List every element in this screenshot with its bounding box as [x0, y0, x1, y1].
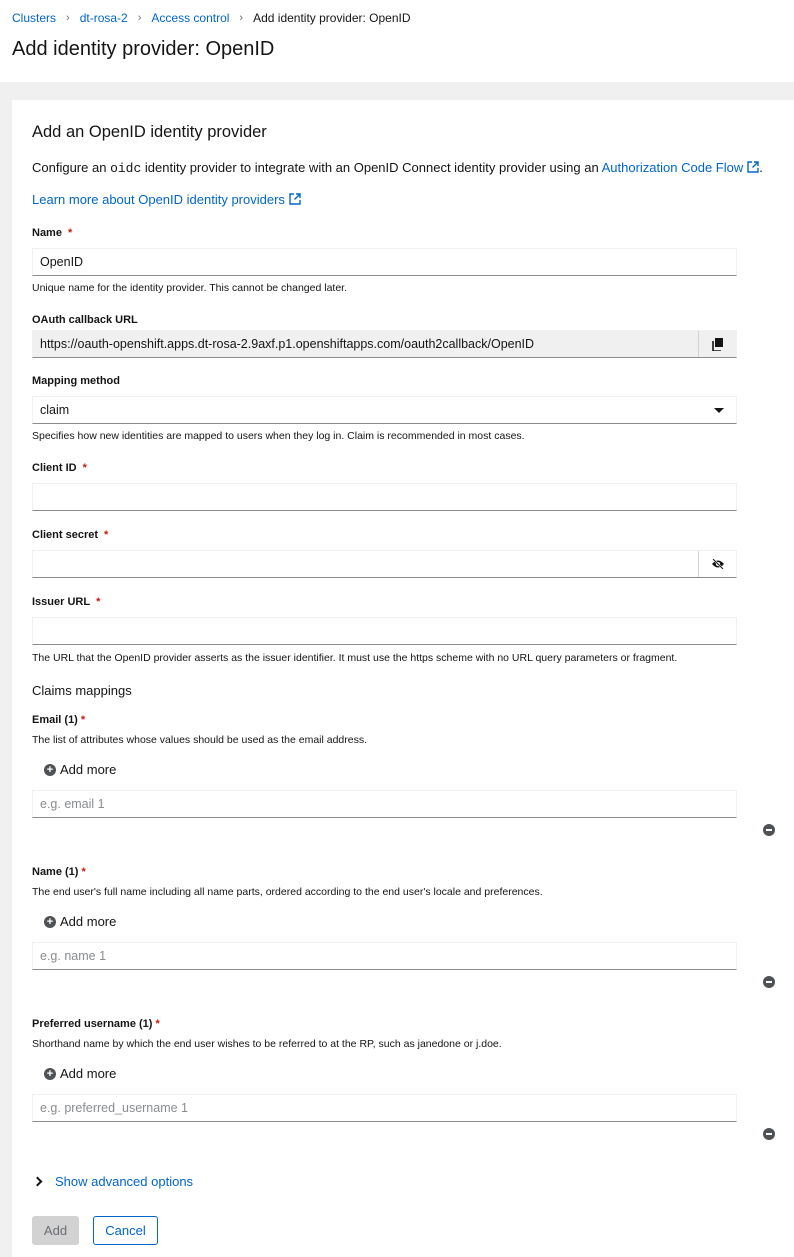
plus-circle-icon: + [44, 1068, 56, 1080]
external-link-icon [747, 161, 759, 173]
mapping-method-select[interactable]: claim [32, 396, 737, 424]
show-advanced-toggle[interactable]: Show advanced options [32, 1174, 193, 1189]
claims-mappings-title: Claims mappings [32, 683, 132, 698]
name-claim-input[interactable]: e.g. name 1 [32, 942, 737, 970]
username-add-more-button[interactable]: + Add more [44, 1066, 116, 1081]
email-add-more-button[interactable]: + Add more [44, 762, 116, 777]
username-claim-help: Shorthand name by which the end user wishes to be referred to at the RP, such as janedone or j.doe. [32, 1038, 502, 1050]
auth-code-flow-label: Authorization Code Flow [601, 160, 744, 175]
copy-button[interactable] [698, 331, 736, 357]
name-add-more-button[interactable]: + Add more [44, 914, 116, 929]
intro-end: . [759, 160, 763, 175]
breadcrumb-current: Add identity provider: OpenID [253, 11, 411, 25]
issuer-help: The URL that the OpenID provider asserts as the issuer identifier. It must use the https scheme with no URL query parameters or fragment. [32, 652, 678, 664]
intro-text [32, 159, 763, 178]
add-button[interactable]: Add [32, 1216, 79, 1245]
plus-circle-icon: + [44, 764, 56, 776]
breadcrumb [12, 11, 411, 25]
learn-more-link[interactable] [32, 192, 301, 207]
callback-label: OAuth callback URL [32, 314, 138, 326]
intro-pre: Configure an [32, 160, 111, 175]
plus-circle-icon: + [44, 916, 56, 928]
page-header [0, 0, 794, 82]
external-link-icon [289, 193, 301, 205]
oidc-code: oidc [110, 161, 142, 176]
email-claim-label: Email (1) * [32, 714, 86, 726]
toggle-visibility-button[interactable] [698, 551, 736, 577]
auth-code-flow-link[interactable] [602, 160, 760, 175]
chevron-right-icon: › [137, 12, 142, 24]
email-remove-icon[interactable] [763, 824, 775, 836]
learn-more-label: Learn more about OpenID identity providers [32, 192, 285, 207]
client-secret-label: Client secret * [32, 529, 109, 541]
chevron-right-icon: › [66, 12, 70, 24]
client-secret-input[interactable] [32, 550, 737, 578]
eye-slash-icon [711, 559, 725, 569]
copy-icon [712, 338, 724, 351]
mapping-label: Mapping method [32, 375, 120, 387]
username-remove-icon[interactable] [763, 1128, 775, 1140]
issuer-label: Issuer URL * [32, 596, 101, 608]
chevron-right-icon [33, 1177, 43, 1187]
intro-mid: identity provider to integrate with an OpenID Connect identity provider using an [141, 160, 602, 175]
client-id-input[interactable] [32, 483, 737, 511]
name-help: Unique name for the identity provider. This cannot be changed later. [32, 282, 348, 294]
chevron-right-icon: › [239, 12, 244, 24]
breadcrumb-clusters[interactable]: Clusters [12, 11, 57, 25]
name-claim-help: The end user's full name including all name parts, ordered according to the end user's locale and preferences. [32, 886, 543, 898]
username-claim-input[interactable]: e.g. preferred_username 1 [32, 1094, 737, 1122]
email-claim-input[interactable]: e.g. email 1 [32, 790, 737, 818]
email-claim-help: The list of attributes whose values should be used as the email address. [32, 734, 368, 746]
client-id-label: Client ID * [32, 462, 87, 474]
name-input[interactable]: OpenID [32, 248, 737, 276]
page-title: Add identity provider: OpenID [12, 38, 275, 60]
issuer-url-input[interactable] [32, 617, 737, 645]
cancel-button[interactable]: Cancel [93, 1216, 158, 1245]
caret-down-icon [714, 408, 724, 413]
name-remove-icon[interactable] [763, 976, 775, 988]
callback-url-field: https://oauth-openshift.apps.dt-rosa-2.9axf.p1.openshiftapps.com/oauth2callback/OpenID [32, 330, 737, 358]
username-claim-label: Preferred username (1) * [32, 1018, 160, 1030]
breadcrumb-access-control[interactable]: Access control [151, 11, 230, 25]
breadcrumb-cluster[interactable]: dt-rosa-2 [79, 11, 128, 25]
form-heading: Add an OpenID identity provider [32, 123, 267, 141]
name-claim-label: Name (1) * [32, 866, 86, 878]
mapping-help: Specifies how new identities are mapped to users when they log in. Claim is recommended in most cases. [32, 430, 525, 442]
name-label: Name * [32, 227, 73, 239]
